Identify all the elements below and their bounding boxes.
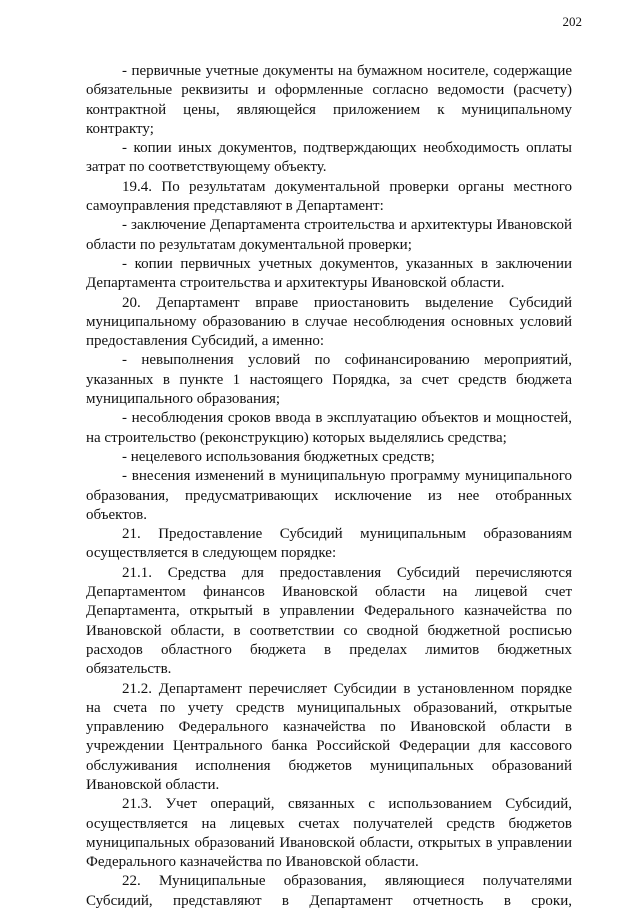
paragraph-21-1: 21.1. Средства для предоставления Субсидий перечисляются Департаментом финансов Ивановской области на лицевой счет Департамента, открытый в управлении Федерального казначейства по Ивановской области, в соответствии со сводной бюджетной росписью расходов областного бюджета в пределах лимитов бюджетных обязательств. (86, 564, 572, 678)
paragraph-program-changes: - внесения изменений в муниципальную программу муниципального образования, предусматривающих исключение из нее отобранных объектов. (86, 468, 572, 523)
paragraph-20: 20. Департамент вправе приостановить выделение Субсидий муниципальному образованию в случае несоблюдения основных условий предоставления Субсидий, а именно: (86, 294, 572, 350)
paragraph-cofinancing: - невыполнения условий по софинансированию мероприятий, указанных в пункте 1 настоящего Порядка, за счет средств бюджета муниципального образования; (86, 352, 572, 408)
paragraph-21-3: 21.3. Учет операций, связанных с использованием Субсидий, осуществляется на лицевых счетах получателей средств бюджетов муниципальных образований Ивановской области, открытых в управлении Федерального казначейства по Ивановской области. (86, 796, 572, 871)
paragraph-primary-documents: - первичные учетные документы на бумажном носителе, содержащие обязательные реквизиты и оформленные согласно ведомости (расчету) контрактной цены, являющейся приложением к муниципальному контракту; (86, 63, 572, 137)
paragraph-19-4: 19.4. По результатам документальной проверки органы местного самоуправления представляют в Департамент: (86, 178, 572, 215)
page-number: 202 (562, 14, 582, 29)
paragraph-misuse: - нецелевого использования бюджетных средств; (122, 448, 435, 465)
paragraph-copies-primary: - копии первичных учетных документов, указанных в заключении Департамента строительства и архитектуры Ивановской области. (86, 255, 572, 292)
paragraph-22: 22. Муниципальные образования, являющиеся получателями Субсидий, представляют в Департамент отчетность в сроки, (86, 873, 572, 909)
document-body (86, 62, 572, 911)
paragraph-21-2: 21.2. Департамент перечисляет Субсидии в установленном порядке на счета по учету средств муниципальных образований, открытые управлению Федерального казначейства по Ивановской области в учреждении Центрального банка Российской Федерации для кассового обслуживания исполнения бюджетов муниципальных образований Ивановской области. (86, 680, 572, 793)
paragraph-21: 21. Предоставление Субсидий муниципальным образованиям осуществляется в следующем порядке: (86, 526, 572, 562)
paragraph-conclusion: - заключение Департамента строительства и архитектуры Ивановской области по результатам документальной проверки; (86, 217, 572, 253)
paragraph-other-documents: - копии иных документов, подтверждающих необходимость оплаты затрат по соответствующему объекту. (86, 140, 572, 176)
paragraph-deadlines: - несоблюдения сроков ввода в эксплуатацию объектов и мощностей, на строительство (реконструкцию) которых выделялись средства; (86, 410, 572, 446)
